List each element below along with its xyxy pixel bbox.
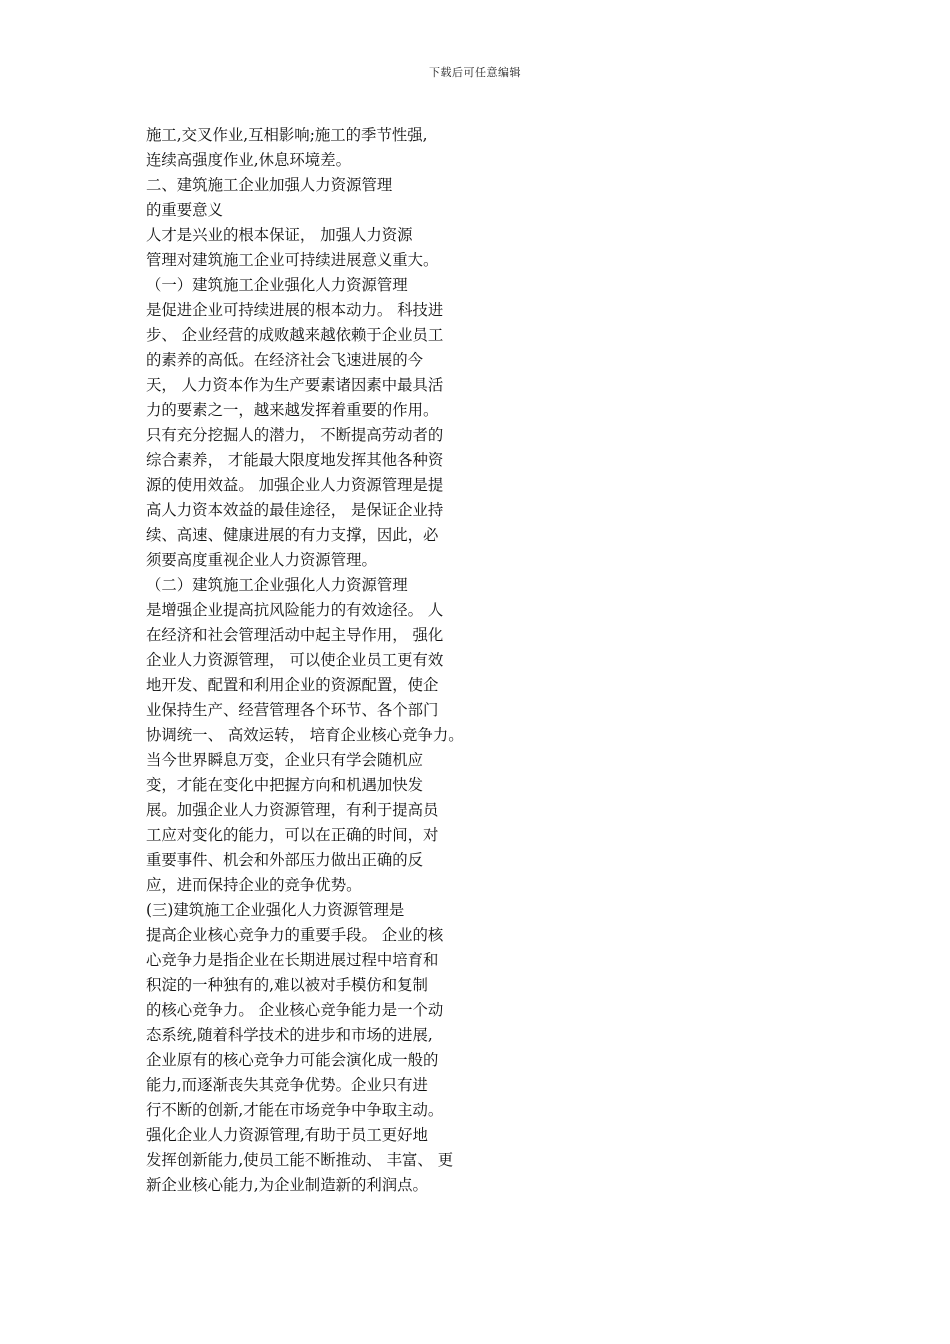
text-line: 重要事件、机会和外部压力做出正确的反 <box>146 851 424 869</box>
text-line: 续、高速、健康进展的有力支撑，因此，必 <box>146 526 439 544</box>
text-line: 发挥创新能力,使员工能不断推动、 丰富、 更 <box>146 1151 454 1169</box>
text-line: 展。加强企业人力资源管理，有利于提高员 <box>146 801 439 819</box>
text-line: 须要高度重视企业人力资源管理。 <box>146 551 377 569</box>
text-line: 天， 人力资本作为生产要素诸因素中最具活 <box>146 376 444 394</box>
text-line: 工应对变化的能力，可以在正确的时间，对 <box>146 826 439 844</box>
text-line: 连续高强度作业,休息环境差。 <box>146 151 351 169</box>
text-line: 当今世界瞬息万变，企业只有学会随机应 <box>146 751 424 769</box>
text-line: 业保持生产、经营管理各个环节、各个部门 <box>146 701 439 719</box>
text-line: 行不断的创新,才能在市场竞争中争取主动。 <box>146 1101 444 1119</box>
text-line: 协调统一、 高效运转， 培育企业核心竞争力。 <box>146 726 464 744</box>
text-line: 在经济和社会管理活动中起主导作用， 强化 <box>146 626 444 644</box>
text-line: 步、 企业经营的成败越来越依赖于企业员工 <box>146 326 444 344</box>
text-line: 能力,而逐渐丧失其竞争优势。企业只有进 <box>146 1076 428 1094</box>
text-line: 企业原有的核心竞争力可能会演化成一般的 <box>146 1051 439 1069</box>
text-line: 高人力资本效益的最佳途径， 是保证企业持 <box>146 501 444 519</box>
text-line: 力的要素之一，越来越发挥着重要的作用。 <box>146 401 439 419</box>
text-line: 施工,交叉作业,互相影响;施工的季节性强, <box>146 126 428 144</box>
text-line: 强化企业人力资源管理,有助于员工更好地 <box>146 1126 428 1144</box>
text-line: 综合素养， 才能最大限度地发挥其他各种资 <box>146 451 444 469</box>
text-line: 积淀的一种独有的,难以被对手模仿和复制 <box>146 976 428 994</box>
subsection-heading: （二）建筑施工企业强化人力资源管理 <box>146 576 408 594</box>
section-heading: 的重要意义 <box>146 201 223 219</box>
text-line: 应，进而保持企业的竞争优势。 <box>146 876 362 894</box>
subsection-heading: (三)建筑施工企业强化人力资源管理是 <box>146 901 405 919</box>
section-heading: 二、建筑施工企业加强人力资源管理 <box>146 176 393 194</box>
text-line: 的核心竞争力。 企业核心竞争能力是一个动 <box>146 1001 444 1019</box>
text-line: 管理对建筑施工企业可持续进展意义重大。 <box>146 251 439 269</box>
text-line: 是促进企业可持续进展的根本动力。 科技进 <box>146 301 444 319</box>
document-body <box>146 123 506 1198</box>
text-line: 地开发、配置和利用企业的资源配置，使企 <box>146 676 439 694</box>
text-line: 的素养的高低。在经济社会飞速进展的今 <box>146 351 424 369</box>
text-line: 源的使用效益。 加强企业人力资源管理是提 <box>146 476 444 494</box>
page-header: 下载后可任意编辑 <box>429 66 521 79</box>
text-line: 心竞争力是指企业在长期进展过程中培育和 <box>146 951 439 969</box>
text-line: 只有充分挖掘人的潜力， 不断提高劳动者的 <box>146 426 444 444</box>
text-line: 企业人力资源管理， 可以使企业员工更有效 <box>146 651 444 669</box>
text-line: 新企业核心能力,为企业制造新的利润点。 <box>146 1176 428 1194</box>
text-line: 是增强企业提高抗风险能力的有效途径。 人 <box>146 601 444 619</box>
text-line: 提高企业核心竞争力的重要手段。 企业的核 <box>146 926 444 944</box>
text-line: 人才是兴业的根本保证， 加强人力资源 <box>146 226 413 244</box>
text-line: 变，才能在变化中把握方向和机遇加快发 <box>146 776 424 794</box>
text-line: 态系统,随着科学技术的进步和市场的进展, <box>146 1026 433 1044</box>
subsection-heading: （一）建筑施工企业强化人力资源管理 <box>146 276 408 294</box>
